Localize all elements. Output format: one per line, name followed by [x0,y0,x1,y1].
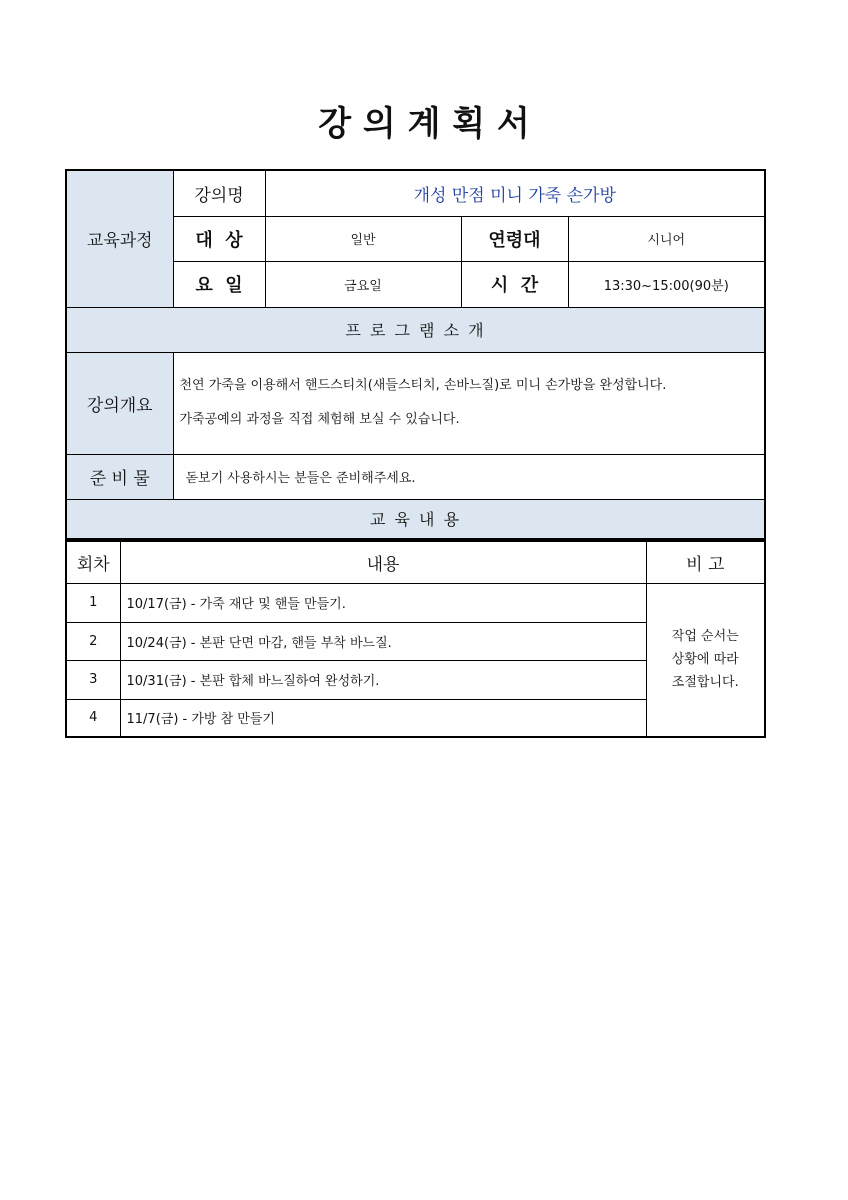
overview-content [173,352,765,454]
age-label: 연령대 [461,216,568,261]
schedule-table [65,540,766,738]
session-number: 2 [66,622,120,660]
session-number: 4 [66,699,120,737]
overview-label: 강의개요 [66,352,173,454]
overview-line: 천연 가죽을 이용해서 핸드스티치(새들스티치, 손바느질)로 미니 손가방을 완성합니다. [179,378,667,393]
session-header: 회차 [66,541,120,583]
category-label: 교육과정 [66,170,173,307]
target-label: 대 상 [173,216,265,261]
session-content: 10/31(금) - 본판 합체 바느질하여 완성하기. [120,660,646,699]
age-value: 시니어 [568,216,765,261]
day-label: 요 일 [173,261,265,307]
session-number: 3 [66,660,120,699]
content-header: 내용 [120,541,646,583]
session-content: 10/24(금) - 본판 단면 마감, 핸들 부착 바느질. [120,622,646,660]
target-value: 일반 [265,216,461,261]
table-row [66,583,765,622]
content-banner: 교 육 내 용 [66,499,765,539]
session-number: 1 [66,583,120,622]
materials-value: 돋보기 사용하시는 분들은 준비해주세요. [173,454,765,499]
document-title: 강 의 계 획 서 [318,104,530,144]
time-value: 13:30~15:00(90분) [568,261,765,307]
session-content: 10/17(금) - 가죽 재단 및 핸들 만들기. [120,583,646,622]
program-banner: 프 로 그 램 소 개 [66,307,765,352]
day-value: 금요일 [265,261,461,307]
lecture-name: 개성 만점 미니 가죽 손가방 [265,170,765,216]
lecture-name-label: 강의명 [173,170,265,216]
time-label: 시 간 [461,261,568,307]
note-header: 비 고 [646,541,765,583]
session-content: 11/7(금) - 가방 참 만들기 [120,699,646,737]
note-line: 상황에 따라 [671,652,739,668]
note-line: 조절합니다. [671,675,739,691]
overview-line: 가죽공예의 과정을 직접 체험해 보실 수 있습니다. [179,412,460,427]
materials-label: 준 비 물 [66,454,173,499]
note-line: 작업 순서는 [671,629,739,645]
course-info-table [65,169,766,540]
note-cell [646,583,765,737]
